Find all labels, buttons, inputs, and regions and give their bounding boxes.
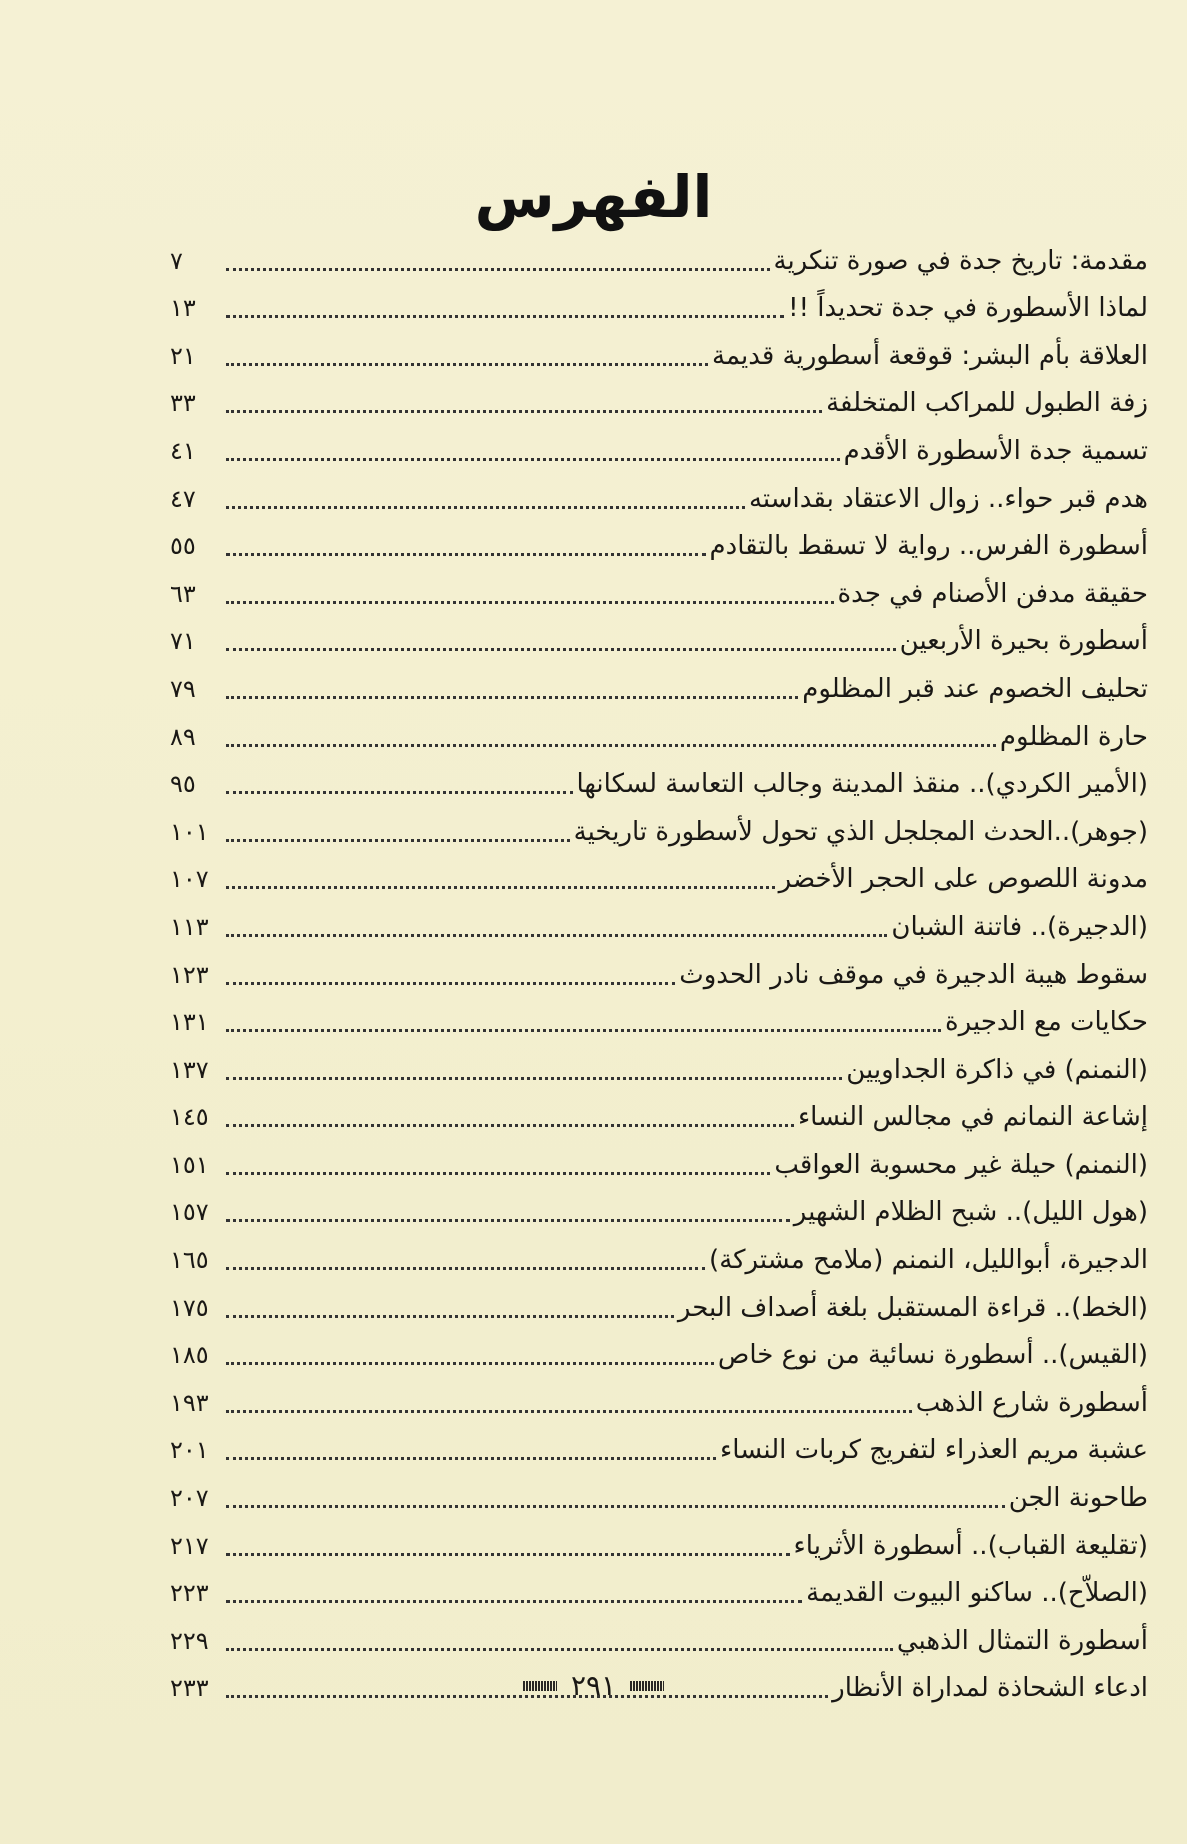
toc-entry <box>170 803 1148 851</box>
toc-entry-title: (النمنم) في ذاكرة الجداويين <box>846 1054 1148 1085</box>
toc-entry-title: (هول الليل).. شبح الظلام الشهير <box>793 1197 1148 1228</box>
toc-entry-page: ١٣١ <box>170 1008 209 1037</box>
dot-leader <box>226 648 896 651</box>
toc-entry <box>170 232 1148 280</box>
toc-entry <box>170 518 1148 566</box>
toc-entry-page: ١٠٧ <box>170 865 209 894</box>
toc-entry-title: طاحونة الجن <box>1008 1483 1148 1514</box>
toc-entry-page: ١٤٥ <box>170 1103 209 1132</box>
dot-leader <box>226 839 570 842</box>
toc-entry <box>170 1136 1148 1184</box>
toc-entry-page: ٤١ <box>170 436 196 465</box>
dot-leader <box>226 696 798 699</box>
toc-entry-title: (القيس).. أسطورة نسائية من نوع خاص <box>717 1340 1148 1371</box>
dot-leader <box>226 315 784 318</box>
dot-leader <box>226 886 775 889</box>
toc-entry <box>170 565 1148 613</box>
toc-entry-title: (النمنم) حيلة غير محسوبة العواقب <box>774 1149 1148 1180</box>
toc-entry <box>170 898 1148 946</box>
toc-entry-title: مقدمة: تاريخ جدة في صورة تنكرية <box>773 245 1148 276</box>
dot-leader <box>226 363 708 366</box>
toc-entry-page: ٢٠١ <box>170 1436 209 1465</box>
toc-entry-page: ١٨٥ <box>170 1341 209 1370</box>
toc-entry-page: ٢١٧ <box>170 1531 209 1560</box>
toc-entry <box>170 708 1148 756</box>
dot-leader <box>226 1410 912 1413</box>
toc-entry <box>170 660 1148 708</box>
toc-entry-page: ٩٥ <box>170 770 196 799</box>
dot-leader <box>226 1553 790 1556</box>
toc-entry-title: لماذا الأسطورة في جدة تحديداً !! <box>788 293 1148 324</box>
toc-entry-title: عشبة مريم العذراء لتفريج كربات النساء <box>720 1435 1148 1466</box>
toc-entry-page: ٢٣٣ <box>170 1674 209 1703</box>
toc-entry-title: تحليف الخصوم عند قبر المظلوم <box>802 673 1148 704</box>
toc-entry <box>170 1231 1148 1279</box>
toc-entry-title: (تقليعة القباب).. أسطورة الأثرياء <box>793 1530 1148 1561</box>
table-of-contents <box>170 232 1148 1707</box>
toc-entry-title: (الأمير الكردي).. منقذ المدينة وجالب التعاسة لسكانها <box>576 769 1148 800</box>
dot-leader <box>226 1219 790 1222</box>
toc-entry-page: ١٥١ <box>170 1150 209 1179</box>
toc-entry <box>170 946 1148 994</box>
toc-entry-page: ١٧٥ <box>170 1293 209 1322</box>
toc-entry-title: حقيقة مدفن الأصنام في جدة <box>837 578 1148 609</box>
toc-entry-title: ادعاء الشحاذة لمداراة الأنظار <box>832 1673 1148 1704</box>
toc-entry <box>170 375 1148 423</box>
page-title: الفهرس <box>474 162 713 231</box>
toc-entry-title: أسطورة الفرس.. رواية لا تسقط بالتقادم <box>709 531 1148 562</box>
page-footer <box>0 1670 1187 1702</box>
toc-entry-title: حكايات مع الدجيرة <box>945 1007 1148 1038</box>
dot-leader <box>226 982 675 985</box>
toc-entry-title: حارة المظلوم <box>999 721 1148 752</box>
toc-entry-title: (جوهر)..الحدث المجلجل الذي تحول لأسطورة تاريخية <box>573 816 1148 847</box>
toc-entry <box>170 756 1148 804</box>
toc-entry-page: ٣٣ <box>170 389 196 418</box>
toc-entry-page: ١٣٧ <box>170 1055 209 1084</box>
toc-entry-title: (الدجيرة).. فاتنة الشبان <box>891 911 1148 942</box>
toc-entry <box>170 1469 1148 1517</box>
toc-entry-title: سقوط هيبة الدجيرة في موقف نادر الحدوث <box>679 959 1148 990</box>
toc-entry <box>170 1374 1148 1422</box>
toc-entry-page: ١٦٥ <box>170 1246 209 1275</box>
dot-leader <box>226 458 840 461</box>
toc-entry-page: ١٥٧ <box>170 1198 209 1227</box>
toc-entry-title: أسطورة التمثال الذهبي <box>896 1625 1148 1656</box>
dot-leader <box>226 744 996 747</box>
footer-ornament-left <box>523 1681 557 1691</box>
dot-leader <box>226 1267 705 1270</box>
toc-entry <box>170 1422 1148 1470</box>
toc-entry <box>170 1041 1148 1089</box>
toc-entry-title: تسمية جدة الأسطورة الأقدم <box>843 435 1148 466</box>
toc-entry-page: ١٩٣ <box>170 1388 209 1417</box>
dot-leader <box>226 1505 1005 1508</box>
toc-entry-page: ٢١ <box>170 341 196 370</box>
toc-entry-page: ١٢٣ <box>170 960 209 989</box>
toc-entry <box>170 1279 1148 1327</box>
toc-entry-title: أسطورة بحيرة الأربعين <box>899 626 1148 657</box>
toc-entry-page: ٧ <box>170 246 183 275</box>
dot-leader <box>226 1124 794 1127</box>
dot-leader <box>226 506 745 509</box>
dot-leader <box>226 268 770 271</box>
toc-entry-page: ٢٢٣ <box>170 1579 209 1608</box>
toc-entry-page: ٥٥ <box>170 532 196 561</box>
toc-entry-page: ٨٩ <box>170 722 196 751</box>
toc-entry-title: هدم قبر حواء.. زوال الاعتقاد بقداسته <box>748 483 1148 514</box>
dot-leader <box>226 791 573 794</box>
toc-entry <box>170 1184 1148 1232</box>
page-number: ٢٩١ <box>570 1669 617 1702</box>
toc-entry-title: الدجيرة، أبوالليل، النمنم (ملامح مشتركة) <box>709 1245 1148 1276</box>
dot-leader <box>226 1172 770 1175</box>
toc-entry-page: ٧٩ <box>170 674 196 703</box>
toc-entry-page: ١١٣ <box>170 912 209 941</box>
toc-entry <box>170 1612 1148 1660</box>
toc-entry <box>170 1089 1148 1137</box>
toc-entry-title: (الصلاّح).. ساكنو البيوت القديمة <box>806 1578 1148 1609</box>
toc-entry-title: العلاقة بأم البشر: قوقعة أسطورية قديمة <box>712 340 1148 371</box>
toc-entry-page: ٦٣ <box>170 579 196 608</box>
toc-entry <box>170 280 1148 328</box>
dot-leader <box>226 1315 674 1318</box>
dot-leader <box>226 553 706 556</box>
toc-entry-title: أسطورة شارع الذهب <box>915 1387 1148 1418</box>
toc-entry <box>170 851 1148 899</box>
toc-entry-page: ٧١ <box>170 627 196 656</box>
toc-entry-title: إشاعة النمانم في مجالس النساء <box>797 1102 1148 1133</box>
dot-leader <box>226 1457 716 1460</box>
toc-entry <box>170 1327 1148 1375</box>
toc-entry <box>170 470 1148 518</box>
toc-entry <box>170 613 1148 661</box>
toc-entry-page: ٢٠٧ <box>170 1484 209 1513</box>
dot-leader <box>226 410 822 413</box>
dot-leader <box>226 601 834 604</box>
dot-leader <box>226 1600 802 1603</box>
toc-entry-title: مدونة اللصوص على الحجر الأخضر <box>778 864 1148 895</box>
toc-entry <box>170 422 1148 470</box>
dot-leader <box>226 1077 842 1080</box>
toc-entry-page: ٤٧ <box>170 484 196 513</box>
toc-entry-page: ١٠١ <box>170 817 209 846</box>
toc-entry <box>170 1517 1148 1565</box>
toc-entry-title: زفة الطبول للمراكب المتخلفة <box>826 388 1148 419</box>
dot-leader <box>226 1648 893 1651</box>
toc-entry <box>170 994 1148 1042</box>
dot-leader <box>226 934 887 937</box>
toc-entry-page: ١٣ <box>170 294 196 323</box>
toc-entry-title: (الخط).. قراءة المستقبل بلغة أصداف البحر <box>677 1292 1148 1323</box>
toc-entry <box>170 1565 1148 1613</box>
dot-leader <box>226 1029 941 1032</box>
toc-entry <box>170 327 1148 375</box>
toc-entry-page: ٢٢٩ <box>170 1626 209 1655</box>
footer-ornament-right <box>630 1681 664 1691</box>
dot-leader <box>226 1362 714 1365</box>
